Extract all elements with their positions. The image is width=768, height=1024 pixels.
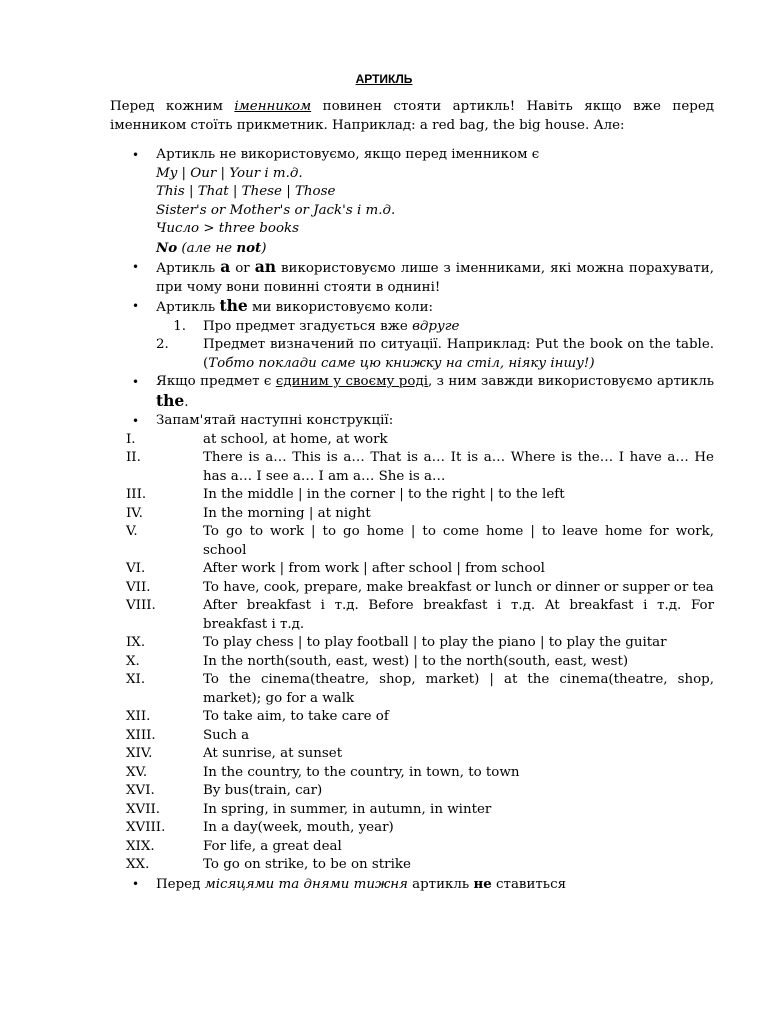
rule-text-part: артикль (407, 876, 474, 892)
underlined-phrase: єдиним у своєму роді (275, 374, 428, 389)
list-number: XV. (126, 764, 148, 780)
list-item (126, 819, 714, 838)
list-item (126, 838, 714, 857)
example-line: Sister's or Mother's or Jack's і т.д. (156, 202, 396, 218)
construction-text: To have, cook, prepare, make breakfast or lunch or dinner or supper or tea (203, 579, 714, 595)
case-italic: вдруге (412, 318, 460, 334)
construction-text: After breakfast і т.д. Before breakfast і т.д. At breakfast і т.д. For breakfast і т.д. (203, 598, 714, 632)
construction-text: To go to work | to go home | to come home | to leave home for work, school (203, 524, 714, 558)
list-item (126, 671, 714, 708)
rule-text-part: ставиться (491, 876, 567, 892)
list-number: XII. (126, 709, 151, 724)
italic-phrase: місяцями та днями тижня (204, 876, 408, 892)
intro-text-1: Перед кожним (110, 99, 235, 114)
construction-text: After work | from work | after school | from school (203, 561, 545, 576)
construction-text: To take aim, to take care of (203, 709, 389, 724)
rule-text-part: Якщо предмет є (156, 374, 276, 389)
list-item (126, 486, 714, 505)
rule-text-part: or (230, 261, 255, 276)
list-item (126, 597, 714, 634)
bullet-icon: • (132, 414, 140, 428)
no-note: (але не (177, 240, 237, 256)
rule-item-constructions (110, 412, 714, 875)
list-item (126, 634, 714, 653)
list-number: XIII. (126, 727, 156, 743)
list-item (156, 318, 714, 337)
rule-text-part: Артикль (156, 261, 221, 276)
list-number: XVI. (126, 783, 155, 798)
list-number: 2. (156, 337, 169, 352)
list-number: 1. (173, 318, 186, 334)
list-item (126, 801, 714, 820)
construction-text: In the middle | in the corner | to the right | to the left (203, 487, 565, 502)
list-item (126, 708, 714, 727)
list-item (126, 431, 714, 450)
list-number: II. (126, 450, 141, 465)
list-number: XX. (126, 857, 150, 872)
intro-underlined-word: іменником (234, 99, 312, 114)
list-number: III. (126, 487, 147, 502)
construction-text: For life, a great deal (203, 838, 342, 854)
list-number: IV. (126, 505, 143, 521)
construction-text: There is a… This is a… That is a… It is a… Where is the… I have a… He has a… I see a… I am a… She is a… (203, 450, 714, 484)
construction-text: In the north(south, east, west) | to the north(south, east, west) (203, 653, 629, 669)
rule-text (156, 373, 714, 412)
list-number: XVIII. (126, 820, 166, 835)
list-item (126, 745, 714, 764)
article-a: a (220, 257, 231, 276)
list-item (126, 782, 714, 801)
rule-item-a-an (110, 258, 714, 297)
rule-text-part: використовуємо лише з іменниками, які можна порахувати, при чому вони повинні стояти в однині! (156, 261, 714, 295)
not-word: not (236, 239, 262, 256)
case-italic: Тобто поклади саме цю книжку на стіл, ніяку іншу!) (208, 355, 595, 371)
rule-text (156, 297, 714, 318)
constructions-list (126, 431, 714, 875)
no-word: No (156, 239, 178, 256)
page-title: АРТИКЛЬ (355, 72, 413, 86)
rule-text-part: ми використовуємо коли: (247, 300, 434, 315)
rule-text-part: . (184, 394, 189, 410)
list-number: IX. (126, 635, 146, 650)
list-number: VII. (126, 579, 151, 595)
list-number: XIV. (126, 746, 153, 761)
example-line-no (156, 239, 714, 259)
the-cases-list (156, 318, 714, 374)
rule-text: Запам'ятай наступні конструкції: (156, 413, 394, 428)
case-text: Про предмет згадується вже (203, 318, 413, 334)
rule-item-months (110, 875, 714, 895)
rule-text-part: Артикль (156, 300, 220, 315)
case-text: Предмет визначений по ситуації. Наприклад: Put the book on the table. ( (203, 337, 714, 371)
construction-text: By bus(train, car) (203, 783, 323, 798)
article-the: the (219, 296, 248, 315)
construction-text: At sunrise, at sunset (203, 746, 343, 761)
bold-word: не (473, 875, 492, 892)
list-item (126, 856, 714, 875)
list-item (156, 336, 714, 373)
list-number: XI. (126, 672, 146, 687)
example-line: My | Our | Your і т.д. (156, 165, 303, 181)
rule-text: Артикль не використовуємо, якщо перед іменником є (156, 147, 540, 162)
construction-text: In the country, to the country, in town, to town (203, 764, 520, 780)
list-item (126, 523, 714, 560)
no-close: ) (261, 240, 267, 256)
list-item (126, 764, 714, 783)
bullet-icon: • (132, 876, 140, 891)
list-item (126, 579, 714, 598)
list-number: XIX. (126, 838, 155, 854)
article-the: the (156, 390, 185, 410)
rule-text-part: Перед (156, 876, 205, 892)
rule-text-part: , з ним завжди використовуємо артикль (427, 374, 715, 389)
list-item (126, 727, 714, 746)
intro-paragraph (110, 97, 714, 135)
construction-text: To go on strike, to be on strike (203, 857, 411, 872)
list-number: VIII. (126, 598, 156, 613)
construction-text: To the cinema(theatre, shop, market) | at the cinema(theatre, shop, market); go for a walk (203, 672, 714, 706)
article-an: an (254, 257, 276, 276)
intro-text-2: повинен стояти артикль! Навіть якщо вже перед іменником стоїть прикметник. Наприклад: a red bag, the big house. Але: (110, 99, 715, 133)
construction-text: To play chess | to play football | to play the piano | to play the guitar (203, 635, 667, 650)
rule-item-no-article (110, 146, 714, 258)
rule-item-the (110, 297, 714, 373)
bullet-icon: • (132, 148, 140, 162)
construction-text: In a day(week, mouth, year) (203, 820, 394, 835)
construction-text: at school, at home, at work (203, 431, 388, 447)
list-number: V. (126, 524, 138, 539)
list-item (126, 560, 714, 579)
bullet-icon: • (132, 260, 140, 274)
list-number: X. (126, 653, 140, 669)
example-line: This | That | These | Those (156, 184, 336, 199)
list-number: VI. (126, 561, 146, 576)
construction-text: Such a (203, 727, 250, 743)
list-item (126, 653, 714, 672)
bullet-icon: • (132, 375, 140, 389)
list-number: I. (126, 431, 136, 447)
rule-item-unique (110, 373, 714, 412)
bullet-icon: • (132, 299, 140, 313)
list-number: XVII. (126, 801, 161, 817)
construction-text: In spring, in summer, in autumn, in winter (203, 801, 492, 817)
list-item (126, 449, 714, 486)
rules-list (110, 146, 714, 894)
example-line: Число > three books (156, 221, 299, 236)
construction-text: In the morning | at night (203, 505, 371, 521)
rule-text (156, 258, 714, 297)
rule-text (156, 875, 714, 895)
list-item (126, 505, 714, 524)
